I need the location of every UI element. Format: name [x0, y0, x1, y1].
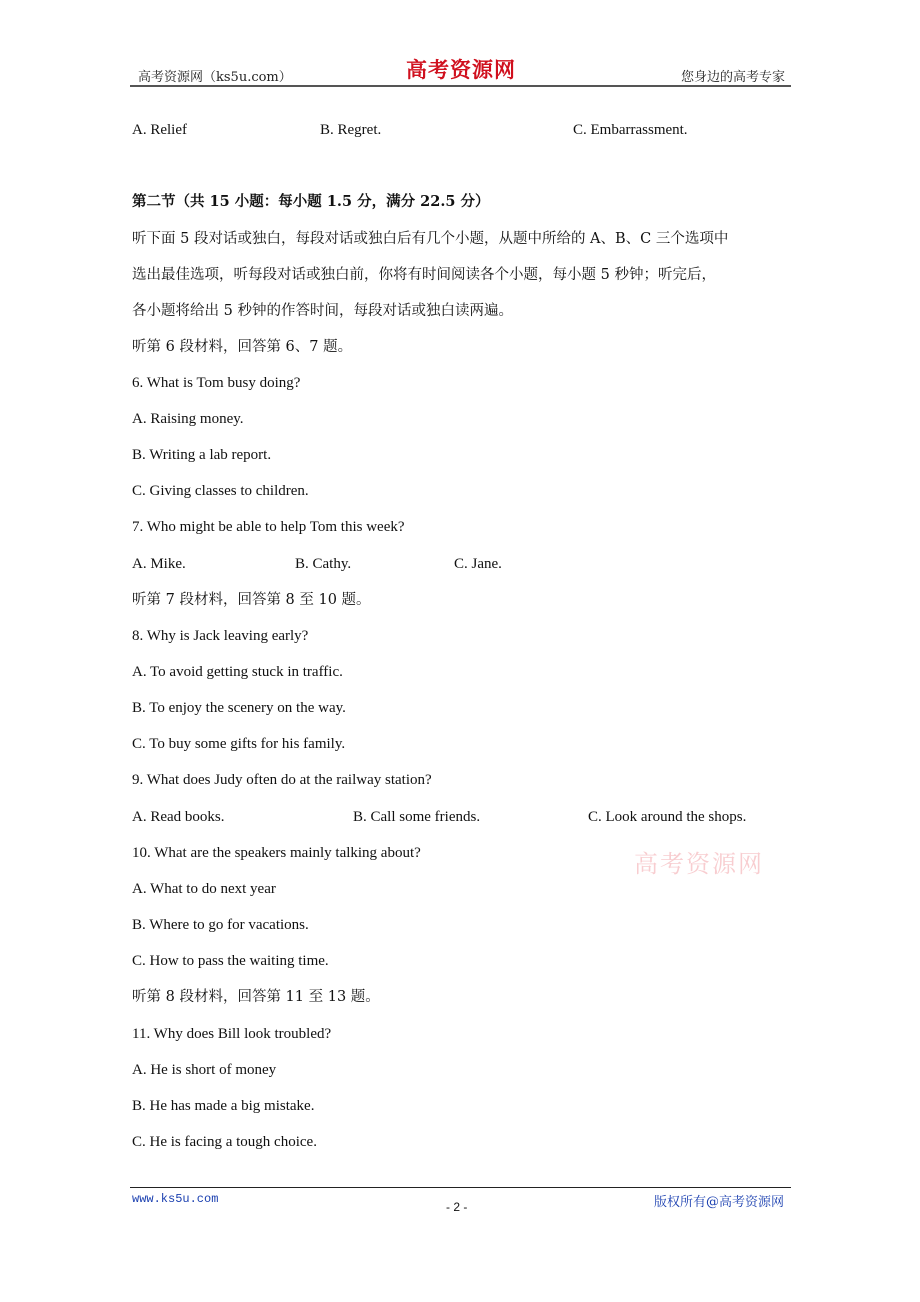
question-option: C. Giving classes to children.	[132, 483, 309, 499]
page-header	[130, 52, 791, 86]
question-stem: 7. Who might be able to help Tom this week?	[132, 519, 405, 535]
question-option: B. He has made a big mistake.	[132, 1098, 315, 1114]
question-option: C. Jane.	[454, 556, 502, 572]
question-option: A. Mike.	[132, 556, 186, 572]
question-option: B. Where to go for vacations.	[132, 917, 309, 933]
header-slogan: 您身边的高考专家	[680, 70, 785, 85]
question-option: C. To buy some gifts for his family.	[132, 736, 346, 752]
instructions-line-3: 各小题将给出 5 秒钟的作答时间，每段对话或独白读两遍。	[132, 303, 513, 319]
passage-intro: 听第 7 段材料，回答第 8 至 10 题。	[132, 592, 371, 608]
footer-copyright: 版权所有@高考资源网	[653, 1195, 784, 1210]
question-stem: 11. Why does Bill look troubled?	[132, 1026, 332, 1042]
question-option: C. He is facing a tough choice.	[132, 1134, 317, 1150]
question-stem: 8. Why is Jack leaving early?	[132, 628, 309, 644]
footer-divider	[130, 1187, 791, 1188]
question-option: C. How to pass the waiting time.	[132, 953, 329, 969]
page-number: - 2 -	[446, 1200, 468, 1214]
question-stem: 9. What does Judy often do at the railway station?	[132, 772, 432, 788]
question-option: A. Read books.	[132, 809, 225, 825]
header-site-name: 高考资源网（ks5u.com）	[138, 70, 292, 85]
option-a: A. Relief	[132, 122, 187, 138]
question-option: B. Call some friends.	[353, 809, 481, 825]
section-title: 第二节（共 15 小题：每小题 1.5 分，满分 22.5 分）	[132, 193, 490, 210]
question-option: A. What to do next year	[132, 881, 276, 897]
passage-intro: 听第 8 段材料，回答第 11 至 13 题。	[132, 989, 380, 1005]
question-option: A. Raising money.	[132, 411, 244, 427]
question-stem: 6. What is Tom busy doing?	[132, 375, 301, 391]
instructions-line-1: 听下面 5 段对话或独白，每段对话或独白后有几个小题，从题中所给的 A、B、C 三个选项中	[132, 231, 729, 247]
footer-site-link[interactable]: www.ks5u.com	[132, 1192, 219, 1206]
question-option: C. Look around the shops.	[588, 809, 747, 825]
instructions-line-2: 选出最佳选项，听每段对话或独白前，你将有时间阅读各个小题，每小题 5 秒钟；听完后，	[132, 267, 716, 283]
header-logo: 高考资源网	[406, 57, 516, 82]
question-option: B. Cathy.	[295, 556, 352, 572]
passage-intro: 听第 6 段材料，回答第 6、7 题。	[132, 339, 353, 355]
header-divider	[130, 85, 791, 87]
watermark: 高考资源网	[634, 850, 764, 878]
option-b: B. Regret.	[320, 122, 382, 138]
question-stem: 10. What are the speakers mainly talking about?	[132, 845, 421, 861]
question-option: B. To enjoy the scenery on the way.	[132, 700, 346, 716]
question-option: B. Writing a lab report.	[132, 447, 272, 463]
option-c: C. Embarrassment.	[573, 122, 688, 138]
question-option: A. To avoid getting stuck in traffic.	[132, 664, 343, 680]
question-option: A. He is short of money	[132, 1062, 277, 1078]
